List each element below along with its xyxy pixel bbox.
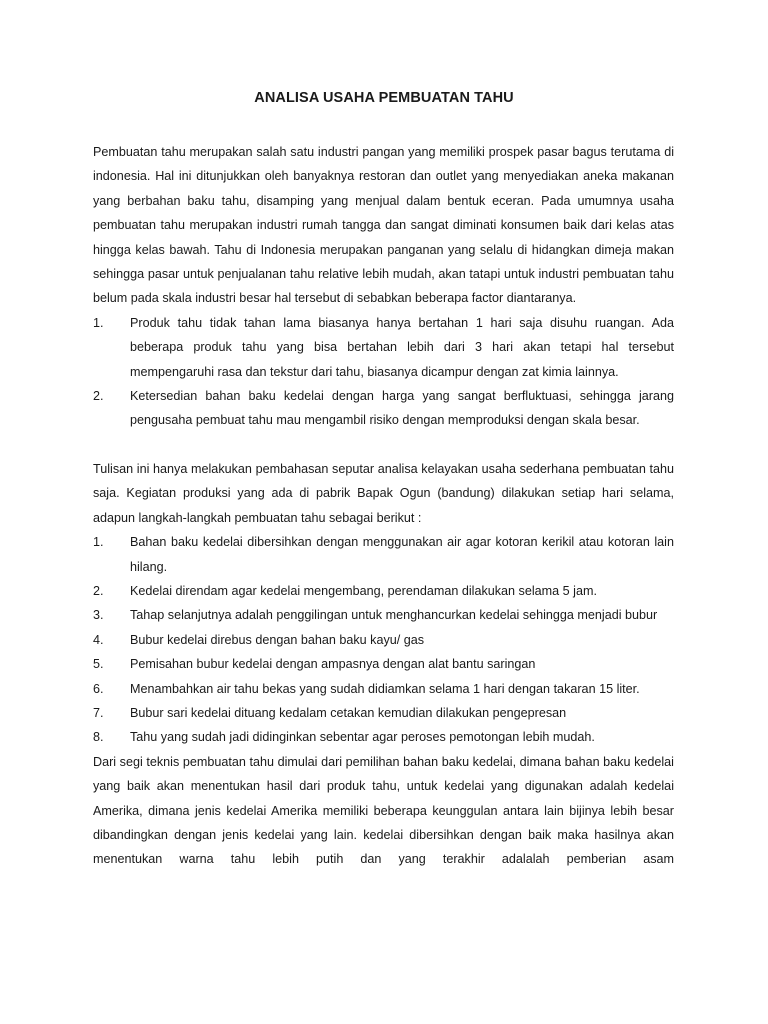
list-number: 3.	[93, 608, 104, 623]
list-item	[93, 579, 674, 603]
list-item-text: Bubur kedelai direbus dengan bahan baku kayu/ gas	[130, 632, 425, 647]
list-item-text: Menambahkan air tahu bekas yang sudah didiamkan selama 1 hari dengan takaran 15 liter.	[130, 681, 640, 696]
intro-paragraph: Pembuatan tahu merupakan salah satu industri pangan yang memiliki prospek pasar bagus terutama di indonesia. Hal ini ditunjukkan oleh banyaknya restoran dan outlet yang menyediakan aneka makanan yang berbahan baku tahu, disamping yang menjual dalam bentuk eceran. Pada umumnya usaha pembuatan tahu merupakan industri rumah tangga dan sangat diminati konsumen baik dari kelas atas hingga kelas bawah. Tahu di Indonesia merupakan panganan yang selalu di hidangkan dimeja makan sehingga pasar untuk penjualanan tahu relative lebih mudah, akan tatapi untuk industri pembuatan tahu belum pada skala industri besar hal tersebut di sebabkan beberapa factor diantaranya.	[93, 145, 674, 306]
list-item	[93, 530, 674, 579]
list-item	[93, 701, 674, 725]
list-item	[93, 311, 674, 384]
list-item-text: Kedelai direndam agar kedelai mengembang, perendaman dilakukan selama 5 jam.	[130, 583, 597, 598]
list-number: 4.	[93, 632, 104, 647]
list-item-text: Tahu yang sudah jadi didinginkan sebentar agar peroses pemotongan lebih mudah.	[130, 730, 595, 745]
list-item-text: Bubur sari kedelai dituang kedalam cetakan kemudian dilakukan pengepresan	[130, 705, 567, 720]
list-item	[93, 725, 674, 749]
list-number: 1.	[93, 315, 104, 330]
list-number: 1.	[93, 535, 104, 550]
second-paragraph: Tulisan ini hanya melakukan pembahasan seputar analisa kelayakan usaha sederhana pembuatan tahu saja. Kegiatan produksi yang ada di pabrik Bapak Ogun (bandung) dilakukan setiap hari selama, adapun langkah-langkah pembuatan tahu sebagai berikut :	[93, 461, 674, 525]
list-item	[93, 677, 674, 701]
list-item	[93, 628, 674, 652]
list-number: 7.	[93, 705, 104, 720]
list-item-text: Pemisahan bubur kedelai dengan ampasnya dengan alat bantu saringan	[130, 657, 536, 672]
list-number: 2.	[93, 583, 104, 598]
final-paragraph: Dari segi teknis pembuatan tahu dimulai dari pemilihan bahan baku kedelai, dimana bahan baku kedelai yang baik akan menentukan hasil dari produk tahu, untuk kedelai yang digunakan adalah kedelai Amerika, dimana jenis kedelai Amerika memiliki beberapa keunggulan antara lain bijinya lebih besar dibandingkan dengan jenis kedelai yang lain. kedelai dibersihkan dengan baik maka hasilnya akan menentukan warna tahu lebih putih dan yang terakhir adalalah pemberian asam	[93, 754, 674, 867]
document-body	[93, 140, 674, 872]
list-item-text: Produk tahu tidak tahan lama biasanya hanya bertahan 1 hari saja disuhu ruangan. Ada beberapa produk tahu yang bisa bertahan lebih dari 3 hari akan tetapi hal tersebut mempengaruhi rasa dan tekstur dari tahu, biasanya dicampur dengan zat kimia lainnya.	[130, 315, 674, 379]
factors-list	[93, 311, 674, 433]
list-number: 5.	[93, 657, 104, 672]
document-title: ANALISA USAHA PEMBUATAN TAHU	[254, 90, 514, 106]
list-item	[93, 603, 674, 627]
list-item-text: Bahan baku kedelai dibersihkan dengan menggunakan air agar kotoran kerikil atau kotoran lain hilang.	[130, 535, 674, 574]
list-number: 6.	[93, 681, 104, 696]
list-number: 8.	[93, 730, 104, 745]
list-item-text: Ketersedian bahan baku kedelai dengan harga yang sangat berfluktuasi, sehingga jarang pengusaha pembuat tahu mau mengambil risiko dengan memproduksi dengan skala besar.	[130, 389, 674, 428]
list-number: 2.	[93, 389, 104, 404]
paragraph-spacer	[93, 433, 674, 457]
list-item-text: Tahap selanjutnya adalah penggilingan untuk menghancurkan kedelai sehingga menjadi bubur	[130, 608, 658, 623]
list-item	[93, 652, 674, 676]
steps-list	[93, 530, 674, 750]
list-item	[93, 384, 674, 433]
